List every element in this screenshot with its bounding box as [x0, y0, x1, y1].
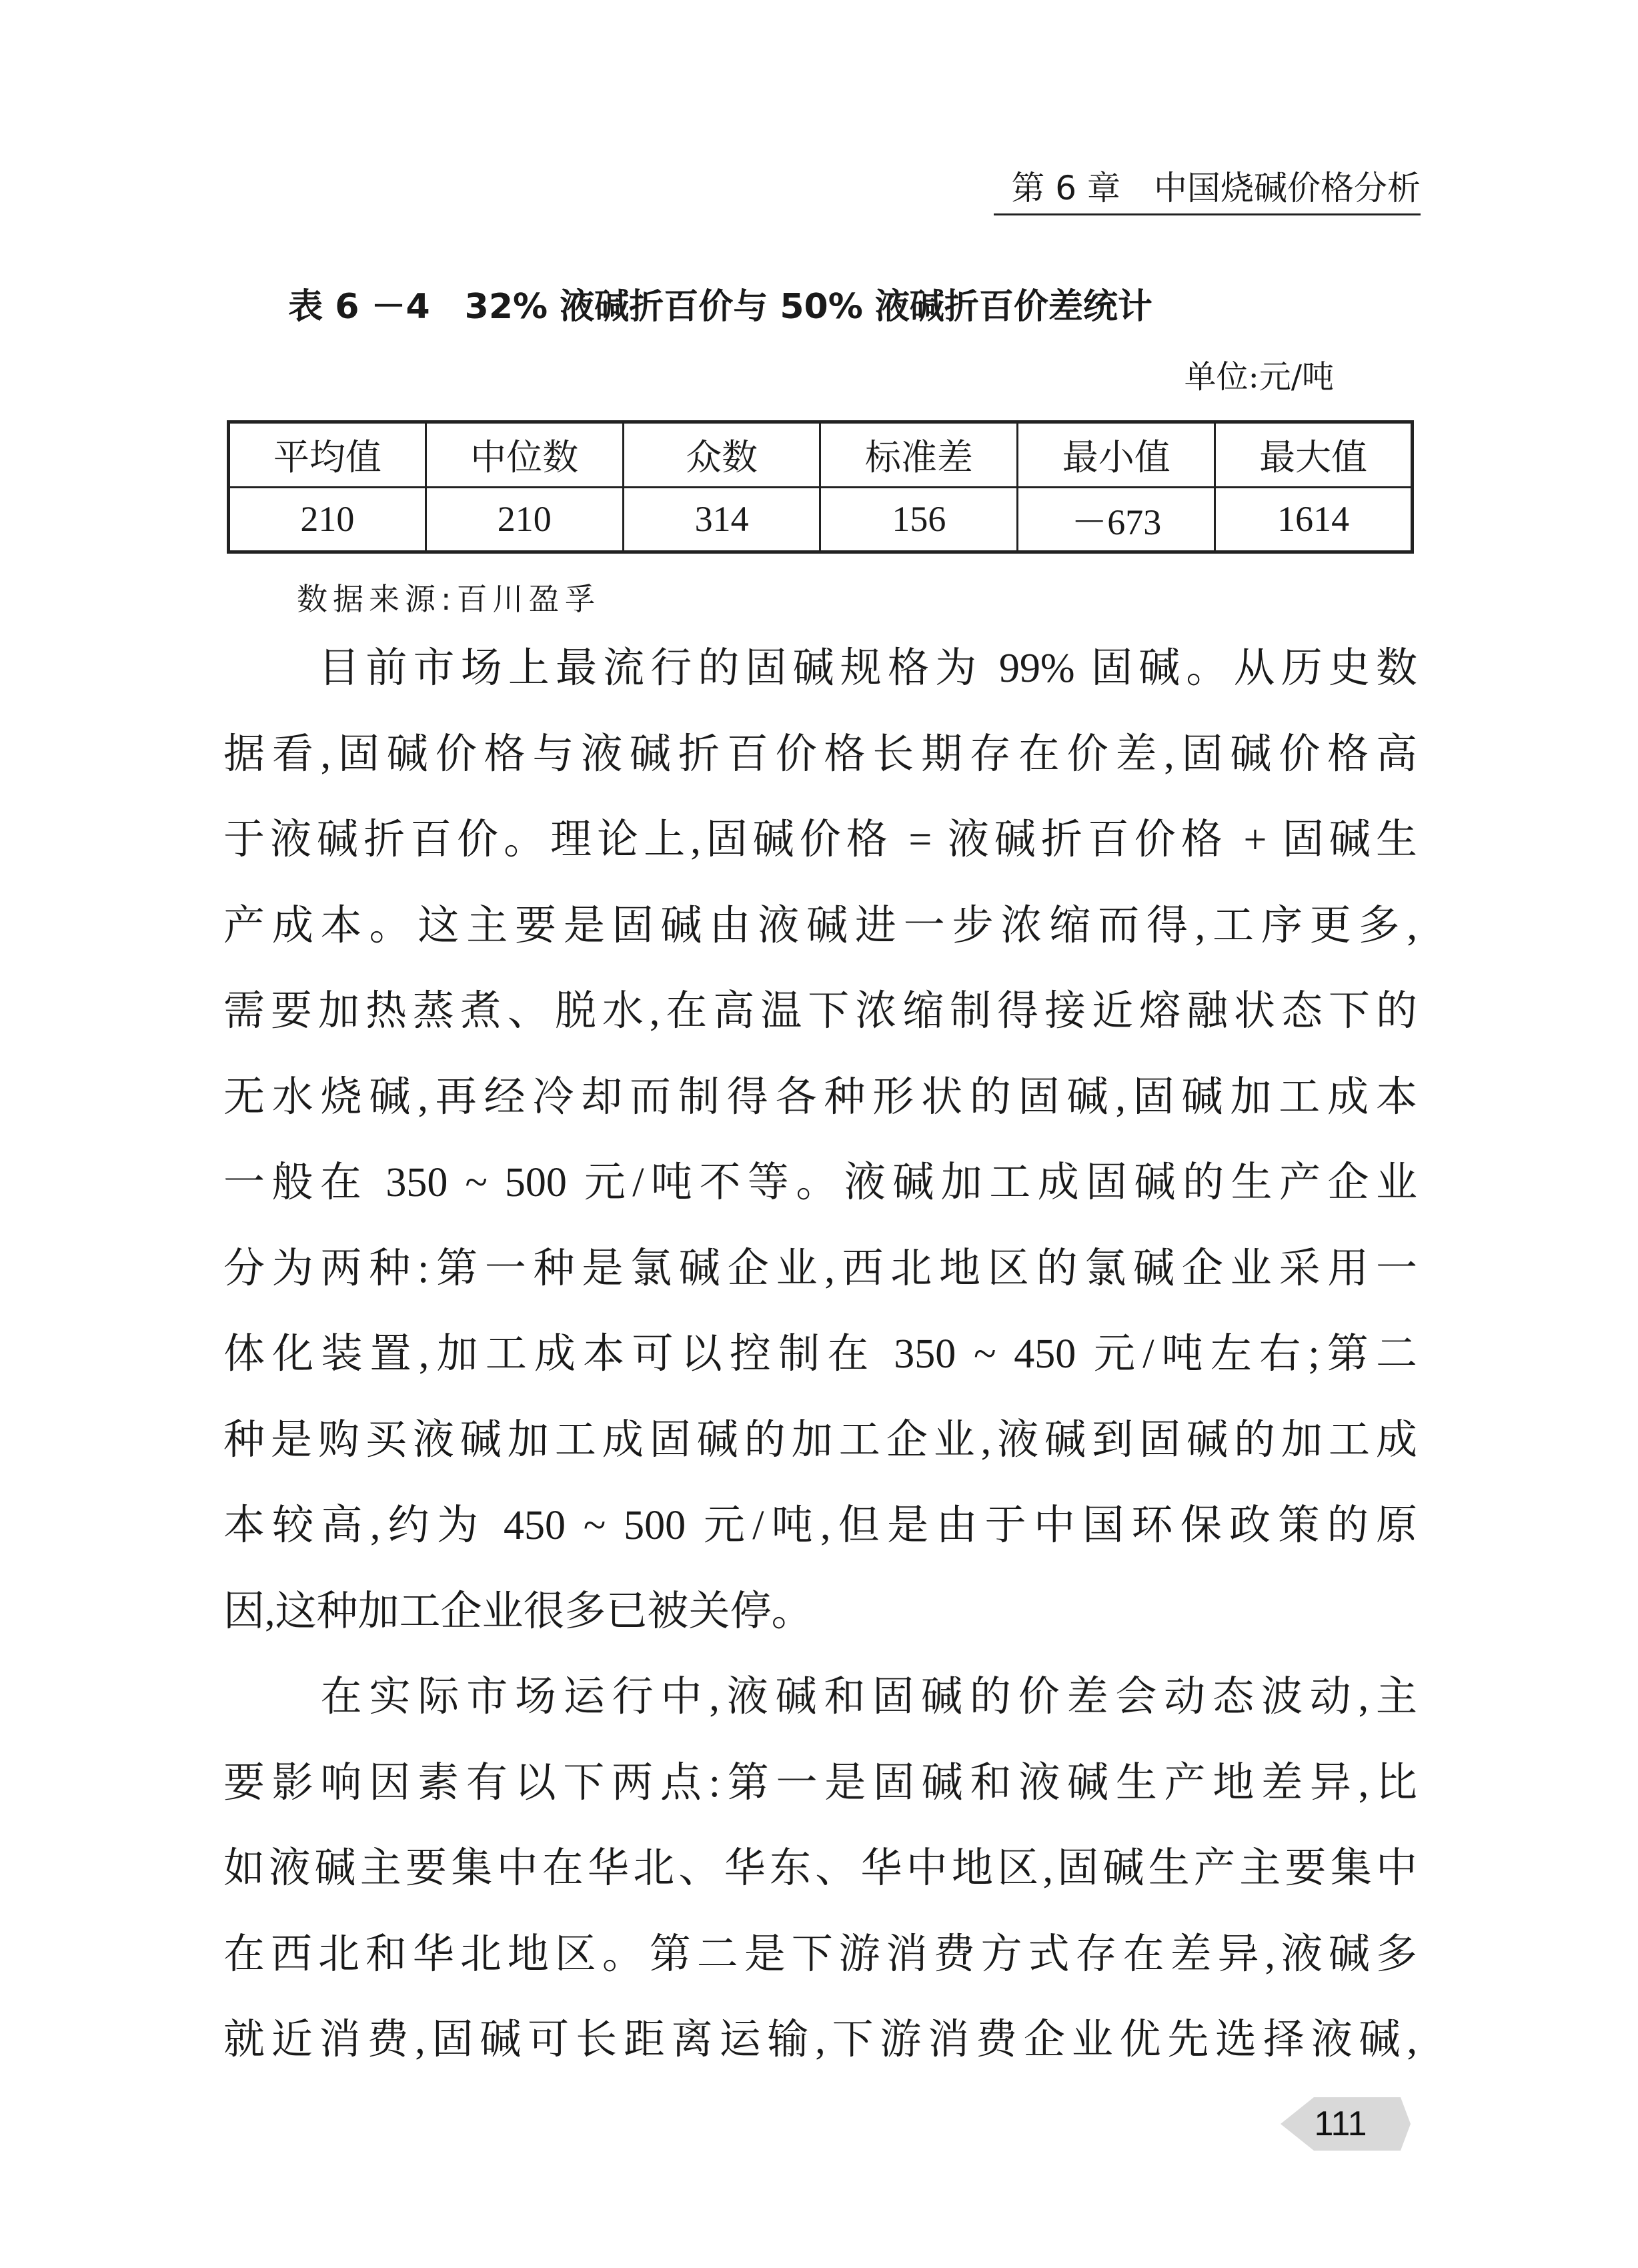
paragraph-line: 目前市场上最流行的固碱规格为 99% 固碱。从历史数	[223, 646, 1417, 691]
header-cell-stddev: 标准差	[820, 422, 1018, 488]
paragraph-line: 体化装置,加工成本可以控制在 350 ~ 450 元/吨左右;第二	[223, 1331, 1417, 1377]
paragraph-2	[223, 1654, 1417, 2083]
paragraph-line: 因,这种加工企业很多已被关停。	[223, 1588, 813, 1634]
paragraph-line: 一般在 350 ~ 500 元/吨不等。液碱加工成固碱的生产企业	[223, 1160, 1417, 1205]
table-source: 数据来源:百川盈孚	[297, 581, 601, 617]
header-rule	[994, 213, 1421, 215]
table-unit: 单位:元/吨	[1184, 358, 1334, 396]
header-cell-median: 中位数	[426, 422, 623, 488]
page-number: 111	[1314, 2105, 1367, 2143]
paragraph-line: 分为两种:第一种是氯碱企业,西北地区的氯碱企业采用一	[223, 1245, 1417, 1291]
value-cell-mean: 210	[229, 487, 426, 552]
value-cell-median: 210	[426, 487, 623, 552]
paragraph-line: 据看,固碱价格与液碱折百价格长期存在价差,固碱价格高	[223, 731, 1417, 777]
paragraph-line: 无水烧碱,再经冷却而制得各种形状的固碱,固碱加工成本	[223, 1074, 1417, 1120]
paragraph-line: 如液碱主要集中在华北、华东、华中地区,固碱生产主要集中	[223, 1846, 1417, 1891]
paragraph-line: 种是购买液碱加工成固碱的加工企业,液碱到固碱的加工成	[223, 1417, 1417, 1463]
paragraph-line: 于液碱折百价。理论上,固碱价格 = 液碱折百价格 + 固碱生	[223, 817, 1417, 863]
table-title: 表 6 －4 32% 液碱折百价与 50% 液碱折百价差统计	[288, 287, 1152, 327]
header-cell-min: 最小值	[1018, 422, 1215, 488]
paragraph-line: 本较高,约为 450 ~ 500 元/吨,但是由于中国环保政策的原	[223, 1503, 1417, 1548]
value-cell-mode: 314	[623, 487, 820, 552]
running-head-chapter: 第 6 章 中国烧碱价格分析	[1011, 169, 1421, 207]
header-cell-mean: 平均值	[229, 422, 426, 488]
header-cell-max: 最大值	[1215, 422, 1413, 488]
header-cell-mode: 众数	[623, 422, 820, 488]
paragraph-line: 在西北和华北地区。第二是下游消费方式存在差异,液碱多	[223, 1931, 1417, 1977]
page-number-badge	[1267, 2095, 1414, 2153]
paragraph-line: 在实际市场运行中,液碱和固碱的价差会动态波动,主	[223, 1674, 1417, 1720]
paragraph-line: 需要加热蒸煮、脱水,在高温下浓缩制得接近熔融状态下的	[223, 989, 1417, 1034]
paragraph-line: 产成本。这主要是固碱由液碱进一步浓缩而得,工序更多,	[223, 903, 1417, 949]
table-row	[229, 487, 1413, 552]
value-cell-max: 1614	[1215, 487, 1413, 552]
paragraph-line: 就近消费,固碱可长距离运输,下游消费企业优先选择液碱,	[223, 2017, 1417, 2063]
paragraph-1	[223, 626, 1417, 1654]
value-cell-min: －673	[1018, 487, 1215, 552]
stats-table	[227, 420, 1414, 554]
value-cell-stddev: 156	[820, 487, 1018, 552]
paragraph-line: 要影响因素有以下两点:第一是固碱和液碱生产地差异,比	[223, 1760, 1417, 1806]
table-header-row	[229, 422, 1413, 488]
